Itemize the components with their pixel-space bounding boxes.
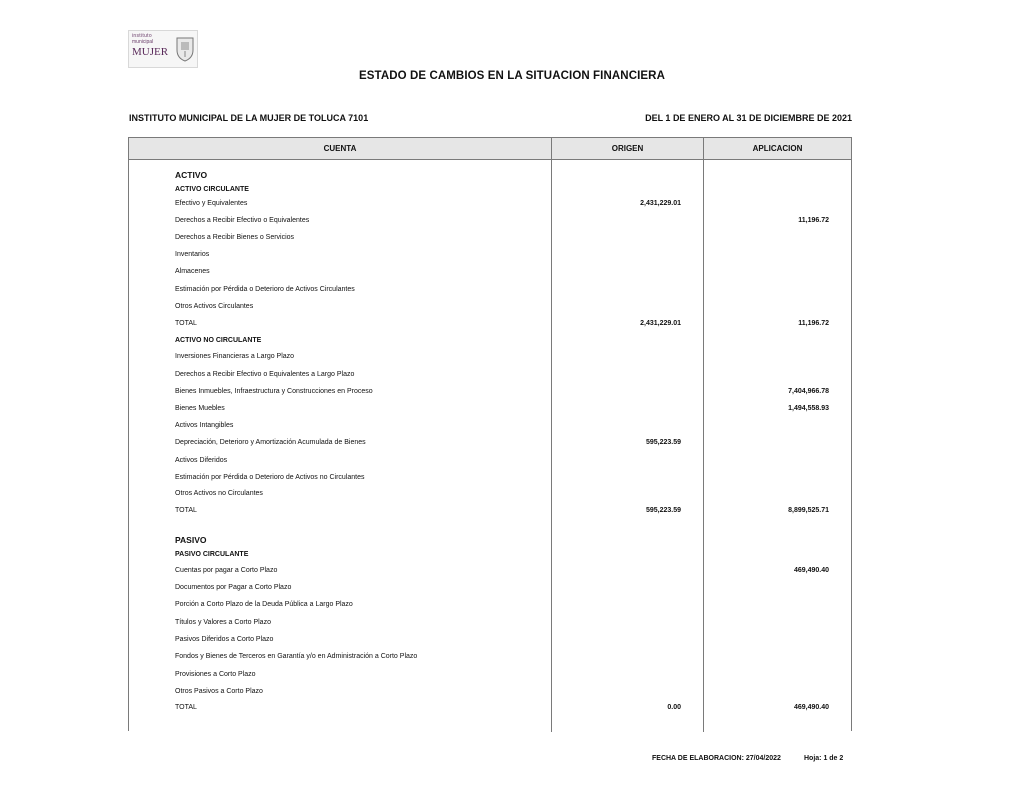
row-label: Depreciación, Deterioro y Amortización Acumulada de Bienes (175, 439, 366, 446)
row-label: Otros Activos no Circulantes (175, 490, 263, 497)
aplicacion-value: 1,494,558.93 (788, 405, 829, 412)
row-label: Activos Diferidos (175, 457, 228, 464)
row-label: Activos Intangibles (175, 422, 234, 429)
row-label: Porción a Corto Plazo de la Deuda Pública a Largo Plazo (175, 601, 353, 608)
row-label: Inventarios (175, 251, 210, 258)
row-label: TOTAL (175, 320, 197, 327)
row-label: Otros Activos Circulantes (175, 303, 254, 310)
column-header-cuenta: CUENTA (323, 144, 357, 153)
origen-value: 0.00 (667, 704, 681, 711)
row-label: Provisiones a Corto Plazo (175, 671, 256, 678)
row-label: Fondos y Bienes de Terceros en Garantía y/o en Administración a Corto Plazo (175, 653, 418, 660)
row-label: TOTAL (175, 507, 197, 514)
row-label: Estimación por Pérdida o Deterioro de Activos no Circulantes (175, 474, 365, 481)
aplicacion-value: 11,196.72 (798, 217, 829, 224)
row-label: ACTIVO NO CIRCULANTE (175, 337, 262, 344)
row-label: Títulos y Valores a Corto Plazo (175, 619, 271, 626)
row-label: Efectivo y Equivalentes (175, 200, 248, 207)
row-label: Bienes Inmuebles, Infraestructura y Construcciones en Proceso (175, 388, 373, 395)
coat-of-arms-icon (175, 36, 195, 62)
row-label: ACTIVO (175, 170, 208, 180)
aplicacion-value: 469,490.40 (793, 704, 829, 711)
origen-value: 2,431,229.01 (640, 200, 681, 207)
aplicacion-value: 11,196.72 (798, 320, 829, 327)
origen-value: 595,223.59 (645, 439, 681, 446)
row-label: Otros Pasivos a Corto Plazo (175, 688, 263, 695)
aplicacion-value: 469,490.40 (793, 567, 829, 574)
institute-logo (128, 30, 198, 68)
row-label: PASIVO CIRCULANTE (175, 551, 249, 558)
column-header-origen: ORIGEN (611, 144, 644, 153)
logo-text-line2: municipal (132, 39, 154, 45)
row-label: Pasivos Diferidos a Corto Plazo (175, 636, 274, 643)
row-label: Estimación por Pérdida o Deterioro de Activos Circulantes (175, 286, 355, 293)
row-label: Derechos a Recibir Bienes o Servicios (175, 234, 295, 241)
row-label: Cuentas por pagar a Corto Plazo (175, 567, 278, 574)
page-title: ESTADO DE CAMBIOS EN LA SITUACION FINANCIERA (359, 70, 665, 82)
elaboration-date: FECHA DE ELABORACION: 27/04/2022 (652, 755, 781, 762)
origen-value: 595,223.59 (645, 507, 681, 514)
aplicacion-value: 8,899,525.71 (788, 507, 829, 514)
row-label: ACTIVO CIRCULANTE (175, 186, 249, 193)
row-label: PASIVO (175, 535, 207, 545)
row-label: Bienes Muebles (175, 405, 225, 412)
page-number: Hoja: 1 de 2 (804, 755, 844, 762)
report-period: DEL 1 DE ENERO AL 31 DE DICIEMBRE DE 2021 (645, 113, 852, 123)
column-divider (703, 138, 704, 732)
entity-name: INSTITUTO MUNICIPAL DE LA MUJER DE TOLUCA 7101 (129, 113, 369, 123)
aplicacion-value: 7,404,966.78 (788, 388, 829, 395)
row-label: TOTAL (175, 704, 197, 711)
row-label: Documentos por Pagar a Corto Plazo (175, 584, 292, 591)
column-header-aplicacion: APLICACION (752, 144, 803, 153)
table-header (129, 138, 851, 160)
logo-text-line1: instituto (132, 33, 152, 39)
row-label: Derechos a Recibir Efectivo o Equivalentes (175, 217, 310, 224)
row-label: Inversiones Financieras a Largo Plazo (175, 353, 295, 360)
financial-table (128, 137, 852, 731)
row-label: Derechos a Recibir Efectivo o Equivalentes a Largo Plazo (175, 371, 355, 378)
column-divider (551, 138, 552, 732)
row-label: Almacenes (175, 268, 210, 275)
origen-value: 2,431,229.01 (640, 320, 681, 327)
logo-text-line3: MUJER (132, 46, 169, 58)
